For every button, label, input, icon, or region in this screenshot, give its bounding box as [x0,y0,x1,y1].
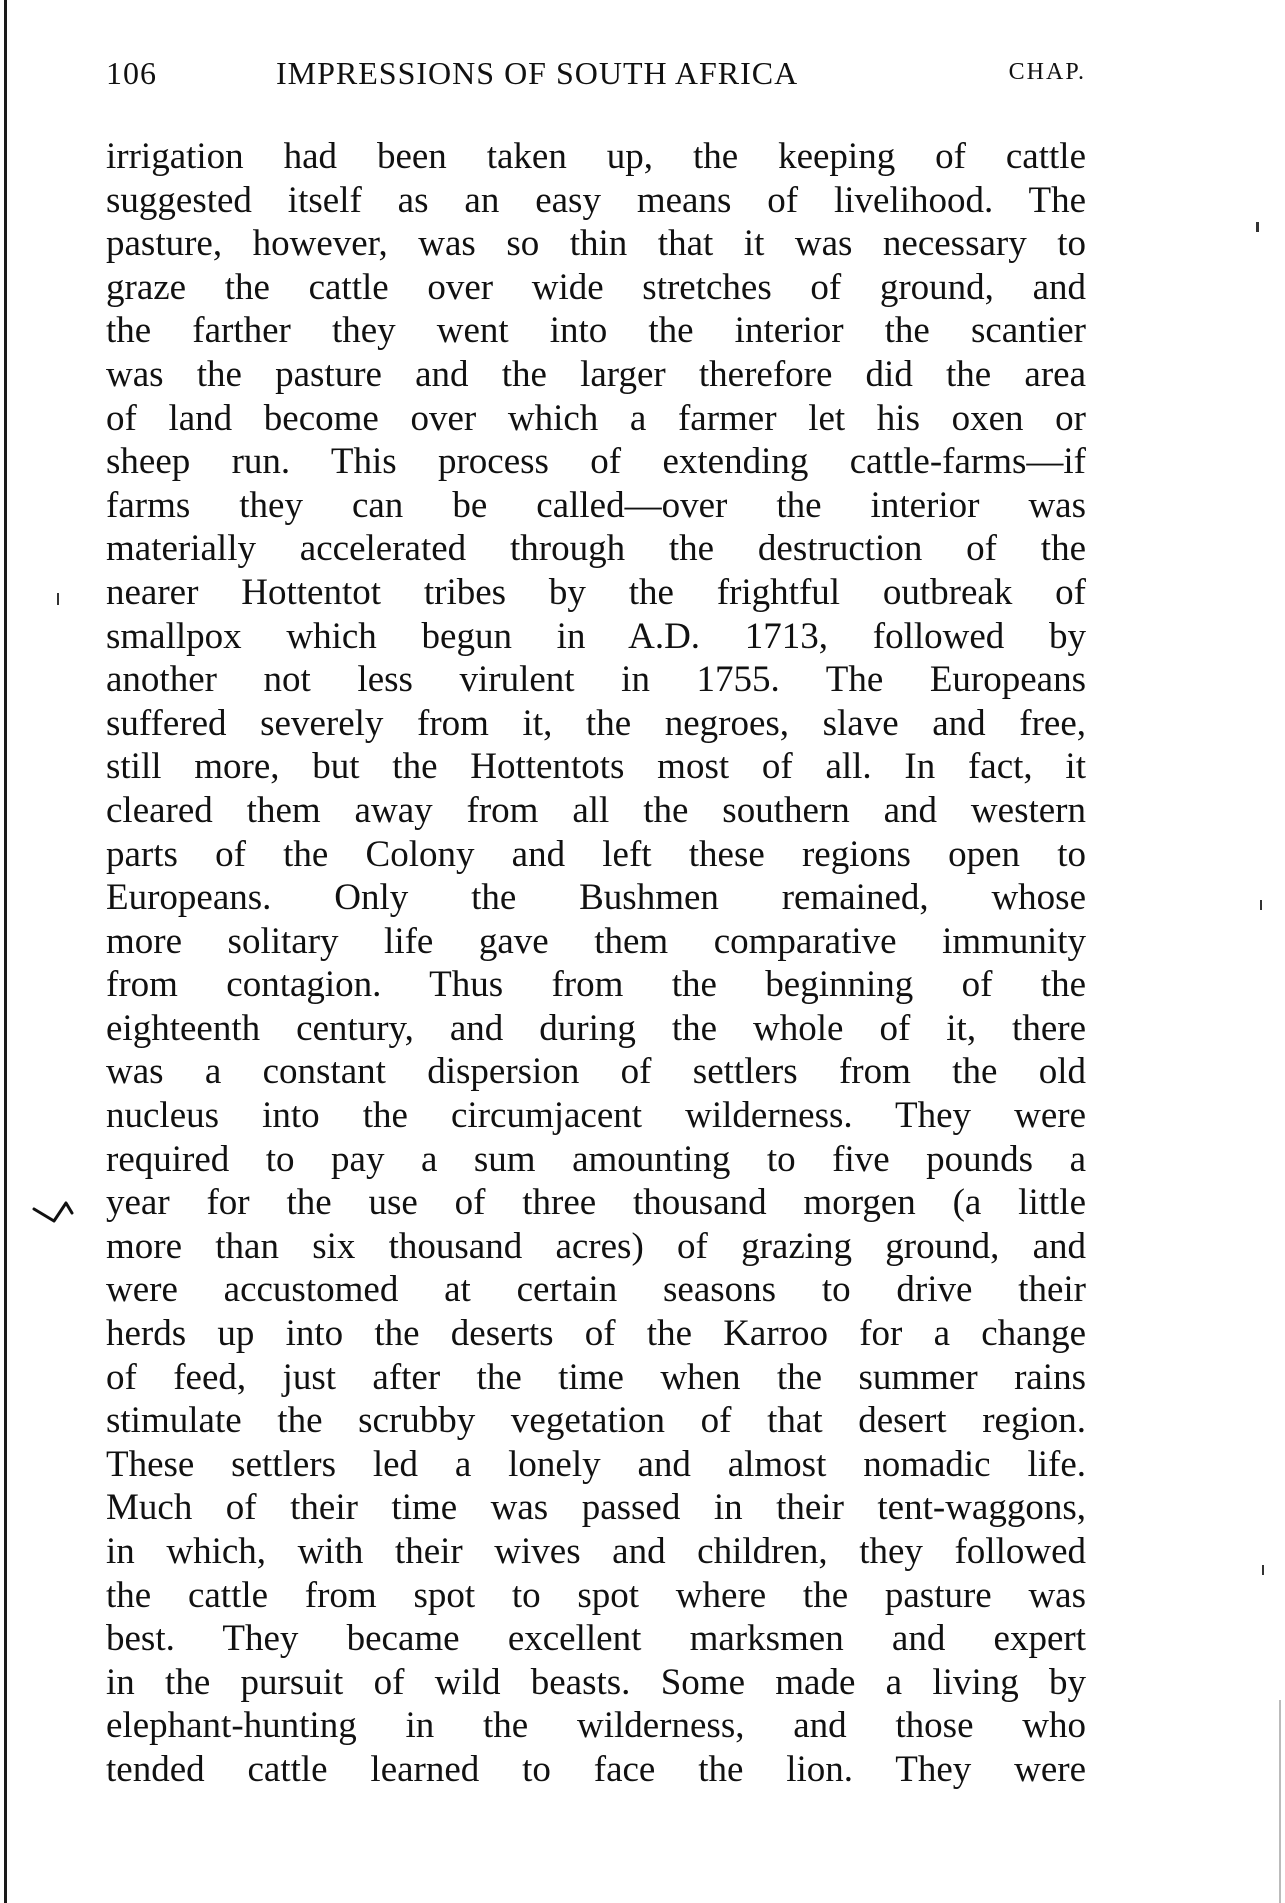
text-line: were accustomed at certain seasons to drive their [106,1269,1086,1311]
text-line: in the pursuit of wild beasts. Some made a living by [106,1661,1086,1703]
text-line: sheep run. This process of extending cattle-farms—if [106,441,1086,483]
text-line: irrigation had been taken up, the keeping of cattle [106,136,1086,177]
text-line: smallpox which begun in A.D. 1713, followed by [106,615,1086,657]
running-header [106,55,1086,99]
text-line: from contagion. Thus from the beginning of the [106,964,1086,1006]
page-number: 106 [106,55,157,91]
running-title: IMPRESSIONS OF SOUTH AFRICA [276,55,799,91]
text-line: best. They became excellent marksmen and expert [106,1618,1086,1660]
text-line: the cattle from spot to spot where the pasture was [106,1574,1086,1616]
text-line: was a constant dispersion of settlers from the old [106,1051,1086,1093]
text-line: of land become over which a farmer let his oxen or [106,397,1086,439]
text-line: materially accelerated through the destruction of the [106,528,1086,570]
text-line: more solitary life gave them comparative immunity [106,920,1086,962]
text-line: the farther they went into the interior the scantier [106,310,1086,352]
text-line: still more, but the Hottentots most of all. In fact, it [106,746,1086,788]
text-line: farms they can be called—over the interior was [106,484,1086,526]
text-line: nucleus into the circumjacent wilderness. They were [106,1095,1086,1137]
margin-check-mark [32,1195,92,1235]
body-text [106,135,1086,1792]
text-line: Much of their time was passed in their tent-waggons, [106,1487,1086,1529]
text-line: in which, with their wives and children, they followed [106,1531,1086,1572]
text-line: parts of the Colony and left these regions open to [106,833,1086,875]
text-line: year for the use of three thousand morgen (a little [106,1182,1086,1224]
margin-speck [1262,1565,1264,1575]
text-line: tended cattle learned to face the lion. They were [106,1748,1086,1790]
text-line: required to pay a sum amounting to five pounds a [106,1138,1086,1180]
text-line: graze the cattle over wide stretches of ground, and [106,266,1086,308]
text-line: another not less virulent in 1755. The Europeans [106,659,1086,701]
text-line: pasture, however, was so thin that it was necessary to [106,223,1086,265]
margin-speck [1260,900,1262,910]
text-line: suffered severely from it, the negroes, slave and free, [106,702,1086,744]
page-edge [1279,1700,1281,1903]
text-line: elephant-hunting in the wilderness, and those who [106,1705,1086,1747]
margin-speck [1256,222,1259,232]
text-line: eighteenth century, and during the whole of it, there [106,1007,1086,1049]
text-line: herds up into the deserts of the Karroo for a change [106,1313,1086,1355]
margin-speck [57,593,59,605]
text-line: cleared them away from all the southern and western [106,789,1086,831]
text-line: of feed, just after the time when the summer rains [106,1356,1086,1398]
text-line: suggested itself as an easy means of livelihood. The [106,179,1086,221]
text-line: was the pasture and the larger therefore did the area [106,353,1086,395]
text-line: nearer Hottentot tribes by the frightful outbreak of [106,571,1086,613]
text-line: stimulate the scrubby vegetation of that desert region. [106,1400,1086,1442]
text-line: These settlers led a lonely and almost nomadic life. [106,1443,1086,1485]
chapter-label: CHAP. [1008,59,1086,85]
text-line: Europeans. Only the Bushmen remained, whose [106,877,1086,919]
binding-edge [4,0,7,1903]
text-line: more than six thousand acres) of grazing ground, and [106,1225,1086,1267]
